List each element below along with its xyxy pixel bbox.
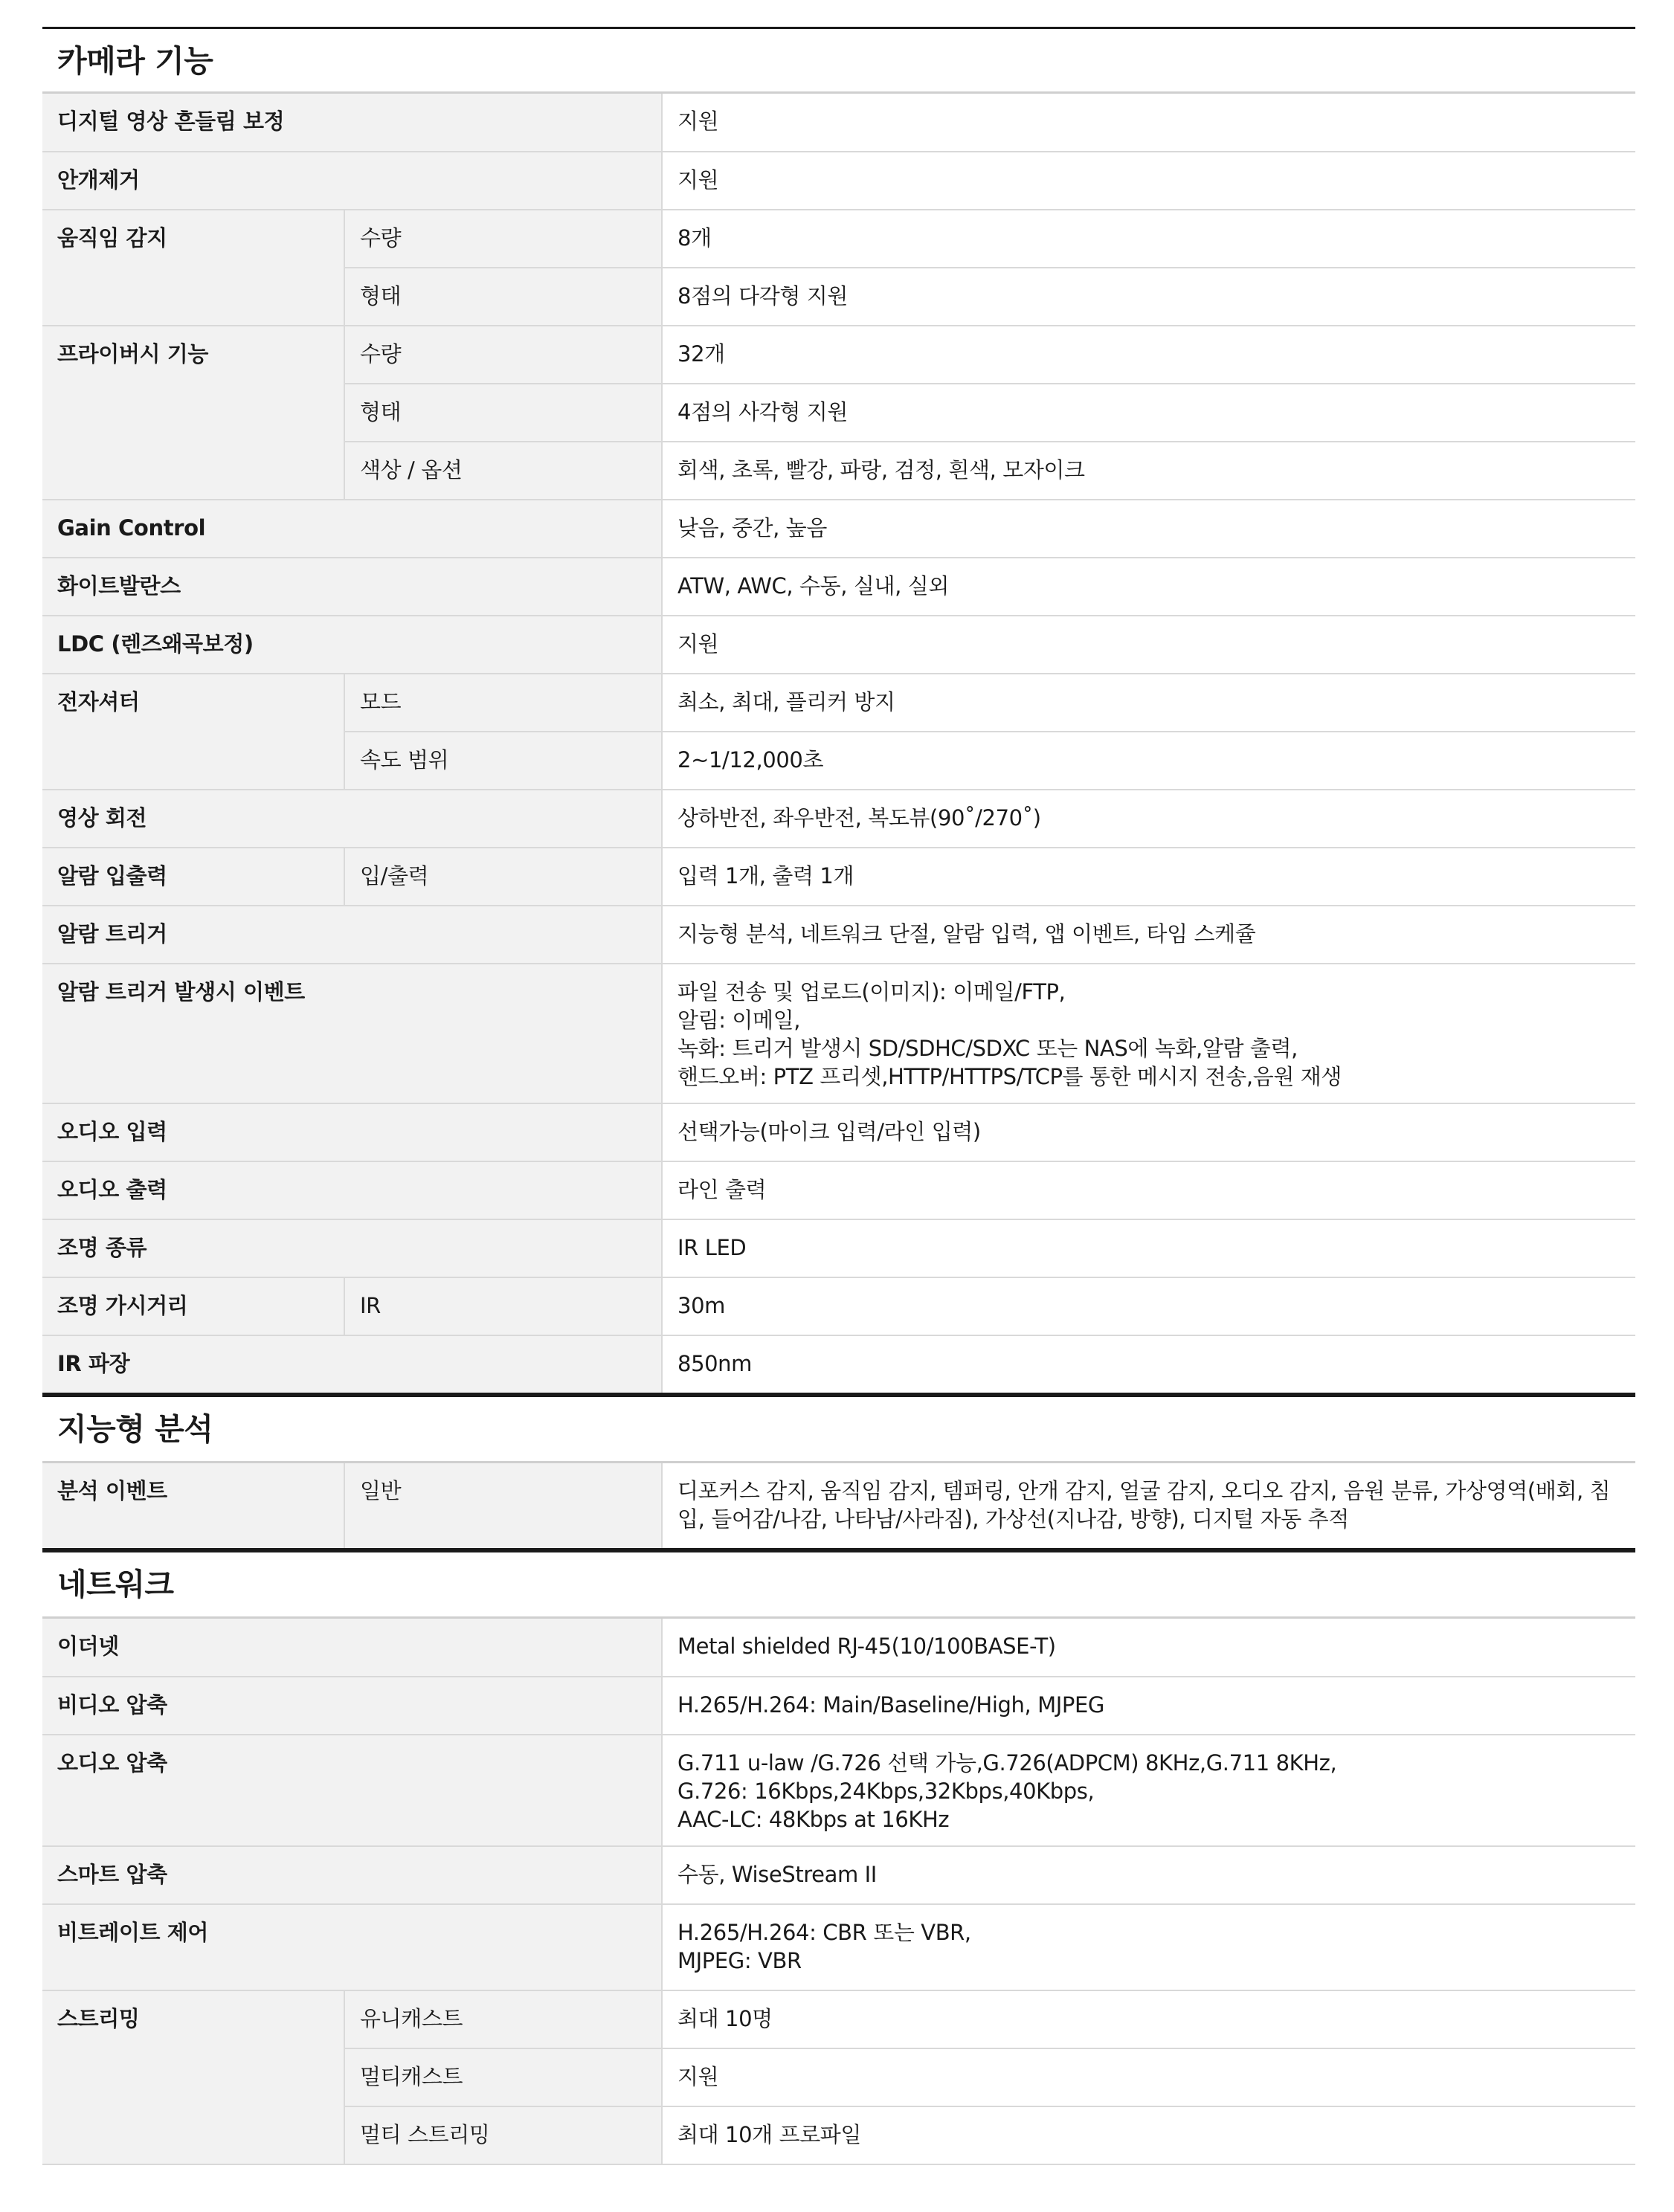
- spec-label: 비디오 압축: [42, 1677, 662, 1735]
- spec-label: IR 파장: [42, 1335, 662, 1393]
- spec-sublabel: 속도 범위: [344, 732, 662, 790]
- table-row: [42, 1846, 1635, 1904]
- spec-value: 4점의 사각형 지원: [662, 384, 1635, 442]
- spec-value: H.265/H.264: Main/Baseline/High, MJPEG: [662, 1677, 1635, 1735]
- spec-label: 스트리밍: [42, 1990, 344, 2164]
- spec-sublabel: 형태: [344, 384, 662, 442]
- spec-label: 이더넷: [42, 1619, 662, 1677]
- table-row: [42, 1463, 1635, 1550]
- table-row: [42, 1335, 1635, 1393]
- spec-label: 오디오 출력: [42, 1161, 662, 1219]
- spec-value: 지원: [662, 152, 1635, 210]
- table-row: [42, 1103, 1635, 1161]
- spec-label: LDC (렌즈왜곡보정): [42, 616, 662, 674]
- spec-sublabel: 유니캐스트: [344, 1990, 662, 2048]
- spec-label: 분석 이벤트: [42, 1463, 344, 1550]
- spec-value: 지원: [662, 2048, 1635, 2106]
- spec-sublabel: 입/출력: [344, 848, 662, 906]
- spec-sublabel: 수량: [344, 326, 662, 384]
- spec-label: 프라이버시 기능: [42, 326, 344, 500]
- spec-label: 안개제거: [42, 152, 662, 210]
- section-title: 카메라 기능: [42, 27, 1635, 94]
- table-row: [42, 152, 1635, 210]
- spec-value: 8개: [662, 210, 1635, 268]
- spec-label: 알람 입출력: [42, 848, 344, 906]
- spec-value: 디포커스 감지, 움직임 감지, 템퍼링, 안개 감지, 얼굴 감지, 오디오 감지, 음원 분류, 가상영역(배회, 침입, 들어감/나감, 나타남/사라짐), 가상선(지나감, 방향), 디지털 자동 추적: [662, 1463, 1635, 1550]
- spec-value: 850nm: [662, 1335, 1635, 1393]
- spec-sublabel: 형태: [344, 268, 662, 326]
- spec-label: 움직임 감지: [42, 210, 344, 326]
- spec-value: G.711 u-law /G.726 선택 가능,G.726(ADPCM) 8KHz,G.711 8KHz, G.726: 16Kbps,24Kbps,32Kbps,40Kbps, AAC-LC: 48Kbps at 16KHz: [662, 1735, 1635, 1846]
- spec-value: IR LED: [662, 1219, 1635, 1277]
- spec-value: 파일 전송 및 업로드(이미지): 이메일/FTP, 알림: 이메일, 녹화: 트리거 발생시 SD/SDHC/SDXC 또는 NAS에 녹화,알람 출력, 핸드오버: PTZ 프리셋,HTTP/HTTPS/TCP를 통한 메시지 전송,음원 재생: [662, 964, 1635, 1103]
- spec-value: ATW, AWC, 수동, 실내, 실외: [662, 558, 1635, 616]
- spec-value: 32개: [662, 326, 1635, 384]
- spec-label: 조명 종류: [42, 1219, 662, 1277]
- spec-table: [42, 1463, 1635, 1551]
- table-row: [42, 558, 1635, 616]
- spec-value: 라인 출력: [662, 1161, 1635, 1219]
- table-row: [42, 674, 1635, 732]
- table-row: [42, 1219, 1635, 1277]
- spec-value: 선택가능(마이크 입력/라인 입력): [662, 1103, 1635, 1161]
- spec-label: 오디오 압축: [42, 1735, 662, 1846]
- spec-value: 회색, 초록, 빨강, 파랑, 검정, 흰색, 모자이크: [662, 442, 1635, 500]
- spec-label: 디지털 영상 흔들림 보정: [42, 94, 662, 152]
- spec-sheet: [42, 27, 1635, 2165]
- table-row: [42, 210, 1635, 268]
- table-row: [42, 1677, 1635, 1735]
- spec-sublabel: 모드: [344, 674, 662, 732]
- spec-value: 2~1/12,000초: [662, 732, 1635, 790]
- spec-value: 상하반전, 좌우반전, 복도뷰(90˚/270˚): [662, 790, 1635, 848]
- table-row: [42, 906, 1635, 964]
- table-row: [42, 790, 1635, 848]
- spec-sublabel: 멀티캐스트: [344, 2048, 662, 2106]
- spec-sublabel: 색상 / 옵션: [344, 442, 662, 500]
- table-row: [42, 1735, 1635, 1846]
- spec-value: 지능형 분석, 네트워크 단절, 알람 입력, 앱 이벤트, 타임 스케쥴: [662, 906, 1635, 964]
- table-row: [42, 94, 1635, 152]
- spec-value: 지원: [662, 616, 1635, 674]
- table-row: [42, 1619, 1635, 1677]
- spec-value: H.265/H.264: CBR 또는 VBR, MJPEG: VBR: [662, 1904, 1635, 1990]
- spec-sublabel: IR: [344, 1277, 662, 1335]
- spec-value: 최소, 최대, 플리커 방지: [662, 674, 1635, 732]
- spec-sublabel: 일반: [344, 1463, 662, 1550]
- spec-label: 알람 트리거: [42, 906, 662, 964]
- table-row: [42, 848, 1635, 906]
- spec-label: 오디오 입력: [42, 1103, 662, 1161]
- table-row: [42, 1161, 1635, 1219]
- spec-value: 지원: [662, 94, 1635, 152]
- spec-label: 전자셔터: [42, 674, 344, 790]
- spec-sublabel: 멀티 스트리밍: [344, 2106, 662, 2164]
- table-row: [42, 1990, 1635, 2048]
- spec-value: 수동, WiseStream II: [662, 1846, 1635, 1904]
- spec-label: 화이트발란스: [42, 558, 662, 616]
- spec-value: 낮음, 중간, 높음: [662, 500, 1635, 558]
- spec-label: 조명 가시거리: [42, 1277, 344, 1335]
- spec-label: 스마트 압축: [42, 1846, 662, 1904]
- table-row: [42, 616, 1635, 674]
- table-row: [42, 326, 1635, 384]
- spec-value: Metal shielded RJ-45(10/100BASE-T): [662, 1619, 1635, 1677]
- table-row: [42, 1904, 1635, 1990]
- spec-sublabel: 수량: [344, 210, 662, 268]
- spec-value: 8점의 다각형 지원: [662, 268, 1635, 326]
- table-row: [42, 1277, 1635, 1335]
- section-title: 네트워크: [42, 1550, 1635, 1619]
- spec-value: 입력 1개, 출력 1개: [662, 848, 1635, 906]
- spec-label: 비트레이트 제어: [42, 1904, 662, 1990]
- spec-label: 알람 트리거 발생시 이벤트: [42, 964, 662, 1103]
- table-row: [42, 500, 1635, 558]
- spec-value: 최대 10개 프로파일: [662, 2106, 1635, 2164]
- section-title: 지능형 분석: [42, 1395, 1635, 1463]
- table-row: [42, 964, 1635, 1103]
- spec-label: Gain Control: [42, 500, 662, 558]
- spec-value: 최대 10명: [662, 1990, 1635, 2048]
- spec-label: 영상 회전: [42, 790, 662, 848]
- spec-table: [42, 1619, 1635, 2165]
- spec-table: [42, 94, 1635, 1395]
- spec-value: 30m: [662, 1277, 1635, 1335]
